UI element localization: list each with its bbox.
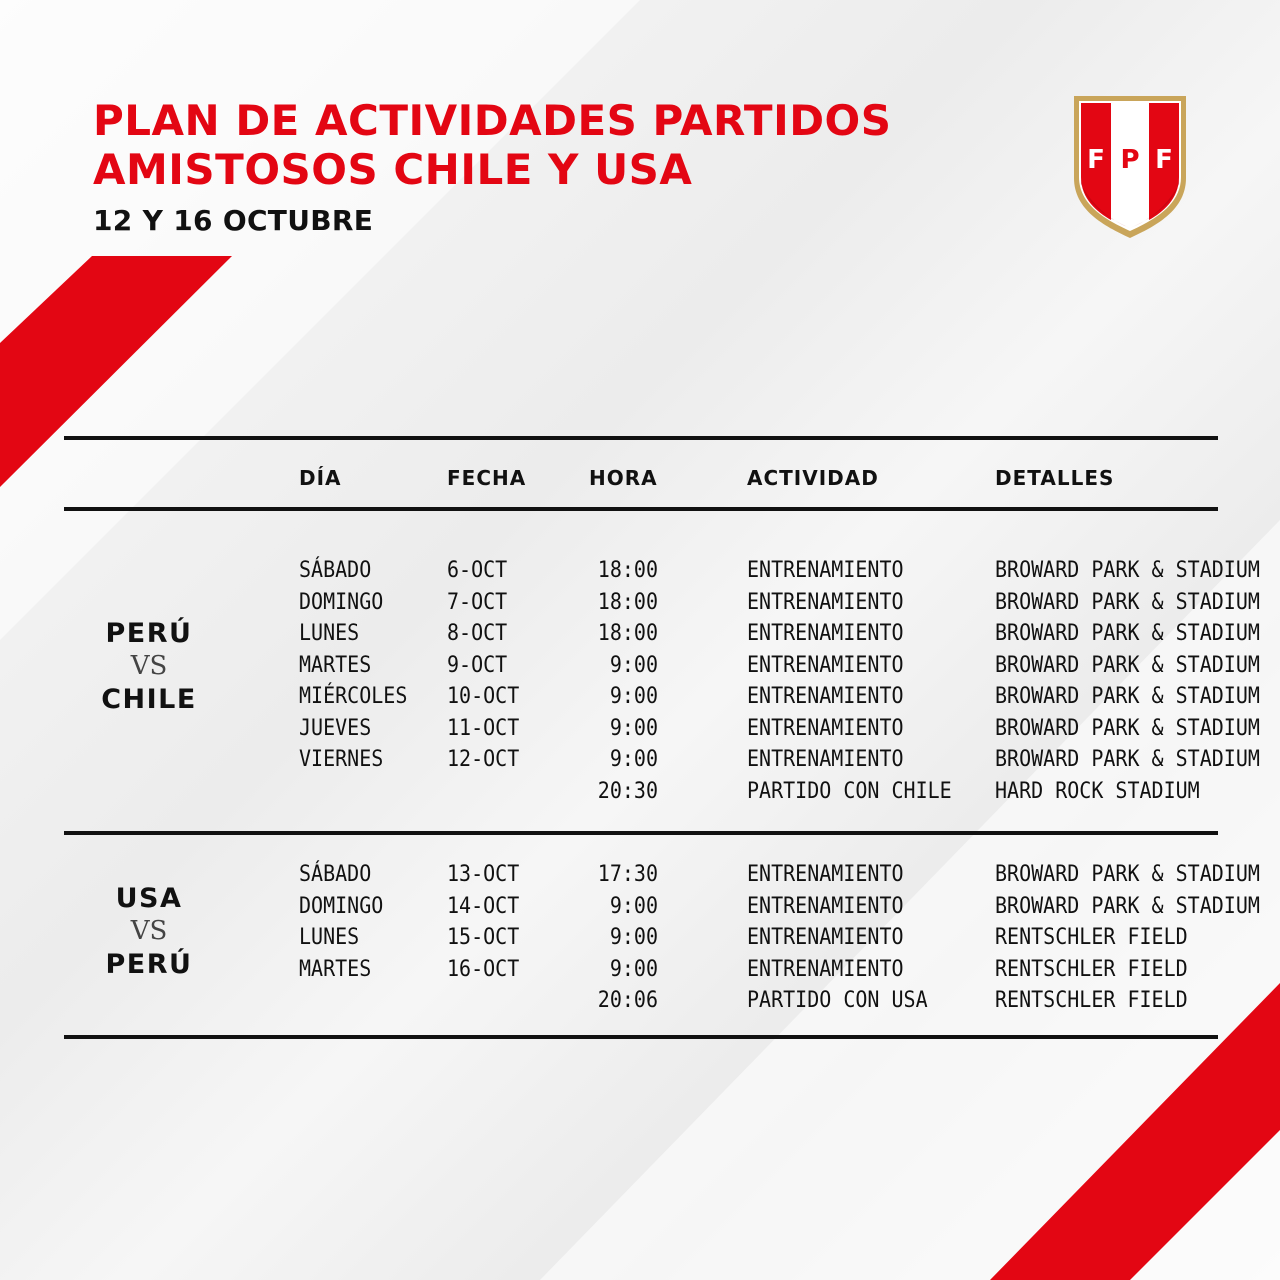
- team-home: PERÚ: [105, 618, 193, 649]
- column-header-dia: DÍA: [299, 466, 342, 490]
- activity-cell: ENTRENAMIENTO: [747, 859, 904, 887]
- details-cell: BROWARD PARK & STADIUM: [995, 744, 1260, 772]
- details-cell: RENTSCHLER FIELD: [995, 985, 1188, 1013]
- activity-cell: ENTRENAMIENTO: [747, 681, 904, 709]
- table-row: [64, 712, 1260, 743]
- day-cell: LUNES: [299, 922, 360, 950]
- details-cell: BROWARD PARK & STADIUM: [995, 587, 1260, 614]
- vs-label: VS: [130, 916, 168, 946]
- time-cell: 9:00: [609, 681, 658, 709]
- time-cell: 9:00: [609, 713, 658, 740]
- day-cell: DOMINGO: [299, 891, 384, 918]
- details-cell: BROWARD PARK & STADIUM: [995, 555, 1260, 583]
- activity-cell: ENTRENAMIENTO: [747, 618, 904, 646]
- page-title: [93, 96, 892, 194]
- details-cell: BROWARD PARK & STADIUM: [995, 681, 1260, 709]
- time-cell: 9:00: [609, 891, 658, 918]
- day-cell: MIÉRCOLES: [299, 681, 408, 709]
- date-cell: 15-OCT: [447, 922, 520, 950]
- team-home: USA: [115, 883, 183, 914]
- details-cell: HARD ROCK STADIUM: [995, 776, 1200, 803]
- column-header-actividad: ACTIVIDAD: [747, 466, 879, 490]
- date-cell: 13-OCT: [447, 859, 520, 887]
- table-row: [64, 984, 1218, 1015]
- team-away: CHILE: [101, 684, 197, 715]
- date-cell: 9-OCT: [447, 650, 508, 677]
- column-header-hora: HORA: [589, 466, 658, 490]
- svg-text:F: F: [1087, 145, 1105, 175]
- activity-cell: ENTRENAMIENTO: [747, 555, 904, 583]
- table-row: [64, 680, 1260, 711]
- time-cell: 20:06: [597, 985, 658, 1013]
- title-line-1: PLAN DE ACTIVIDADES PARTIDOS: [93, 96, 892, 145]
- details-cell: RENTSCHLER FIELD: [995, 922, 1188, 950]
- table-row: [64, 617, 1260, 648]
- activity-cell: ENTRENAMIENTO: [747, 650, 904, 677]
- activity-cell: ENTRENAMIENTO: [747, 954, 904, 981]
- time-cell: 18:00: [597, 555, 658, 583]
- time-cell: 17:30: [597, 859, 658, 887]
- day-cell: DOMINGO: [299, 587, 384, 614]
- day-cell: SÁBADO: [299, 555, 372, 583]
- date-cell: 6-OCT: [447, 555, 508, 583]
- date-cell: 11-OCT: [447, 713, 520, 740]
- svg-text:F: F: [1155, 145, 1173, 175]
- table-row: [64, 890, 1260, 921]
- activity-cell: ENTRENAMIENTO: [747, 713, 904, 740]
- section-divider-rule: [64, 831, 1218, 835]
- day-cell: SÁBADO: [299, 859, 372, 887]
- table-row: [64, 554, 1260, 585]
- time-cell: 18:00: [597, 618, 658, 646]
- table-row: [64, 586, 1260, 617]
- table-top-rule: [64, 436, 1218, 440]
- time-cell: 9:00: [609, 922, 658, 950]
- vs-label: VS: [130, 651, 168, 681]
- time-cell: 18:00: [597, 587, 658, 614]
- date-cell: 10-OCT: [447, 681, 520, 709]
- activity-cell: PARTIDO CON CHILE: [747, 776, 952, 803]
- date-cell: 12-OCT: [447, 744, 520, 772]
- details-cell: BROWARD PARK & STADIUM: [995, 618, 1260, 646]
- table-row: [64, 775, 1218, 806]
- activity-cell: ENTRENAMIENTO: [747, 744, 904, 772]
- activity-cell: ENTRENAMIENTO: [747, 891, 904, 918]
- fpf-crest-icon: [1070, 92, 1190, 240]
- date-subtitle: 12 Y 16 OCTUBRE: [93, 204, 374, 237]
- title-line-2: AMISTOSOS CHILE Y USA: [93, 145, 693, 194]
- svg-text:P: P: [1120, 145, 1140, 175]
- date-cell: 7-OCT: [447, 587, 508, 614]
- day-cell: JUEVES: [299, 713, 372, 740]
- team-away: PERÚ: [105, 949, 193, 980]
- table-row: [64, 649, 1260, 680]
- activity-cell: ENTRENAMIENTO: [747, 587, 904, 614]
- details-cell: RENTSCHLER FIELD: [995, 954, 1188, 981]
- activity-cell: PARTIDO CON USA: [747, 985, 928, 1013]
- table-bottom-rule: [64, 1035, 1218, 1039]
- day-cell: VIERNES: [299, 744, 384, 772]
- details-cell: BROWARD PARK & STADIUM: [995, 859, 1260, 887]
- table-row: [64, 858, 1260, 889]
- table-row: [64, 743, 1260, 774]
- day-cell: LUNES: [299, 618, 360, 646]
- table-row: [64, 953, 1218, 984]
- activity-cell: ENTRENAMIENTO: [747, 922, 904, 950]
- table-row: [64, 921, 1218, 952]
- time-cell: 20:30: [597, 776, 658, 803]
- day-cell: MARTES: [299, 954, 372, 981]
- date-cell: 16-OCT: [447, 954, 520, 981]
- date-cell: 14-OCT: [447, 891, 520, 918]
- date-cell: 8-OCT: [447, 618, 508, 646]
- header-bottom-rule: [64, 507, 1218, 511]
- day-cell: MARTES: [299, 650, 372, 677]
- details-cell: BROWARD PARK & STADIUM: [995, 650, 1260, 677]
- time-cell: 9:00: [609, 650, 658, 677]
- time-cell: 9:00: [609, 744, 658, 772]
- column-header-fecha: FECHA: [447, 466, 527, 490]
- time-cell: 9:00: [609, 954, 658, 981]
- details-cell: BROWARD PARK & STADIUM: [995, 713, 1260, 740]
- column-header-detalles: DETALLES: [995, 466, 1115, 490]
- details-cell: BROWARD PARK & STADIUM: [995, 891, 1260, 918]
